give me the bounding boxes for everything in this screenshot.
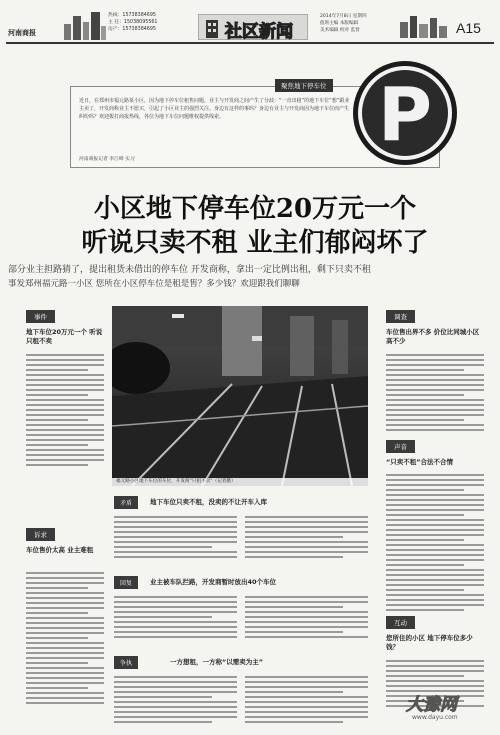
event-label: 事件 (26, 310, 55, 323)
date-block (320, 13, 400, 34)
voice-title: “只卖不租”合法不合情 (386, 458, 454, 466)
conflict-title: 地下车位只卖不租，没卖的不让开车入库 (150, 498, 267, 506)
dispute-label: 争执 (114, 656, 138, 669)
appeal-body (26, 570, 104, 707)
reply-header (114, 576, 368, 590)
headline-line-2: 听说只卖不租 业主们郁闷坏了 (81, 228, 429, 258)
left-column (26, 310, 106, 735)
masthead (0, 0, 500, 46)
conflict-label: 矛盾 (114, 496, 138, 509)
column-banner (198, 14, 308, 40)
parking-garage-photo (112, 306, 368, 486)
conflict-header (114, 496, 368, 510)
reply-title: 业主被车队拦路，开发商暂时放出40个车位 (150, 578, 277, 586)
event-body (26, 352, 104, 469)
intro-byline: 河南商报记者 李江峰 实习 (79, 157, 135, 162)
cityscape-icon (398, 12, 448, 38)
headline (30, 192, 480, 260)
reply-body (114, 594, 368, 641)
headline-line-1: 小区地下停车位20万元一个 (93, 194, 417, 224)
watermark (398, 690, 494, 730)
dispute-title: 一方想租，一方称“以需卖为主” (170, 658, 264, 666)
survey-title: 车位售出界不多 价位比同城小区高不少 (386, 328, 480, 345)
page-number: A15 (456, 20, 481, 36)
dispute-body (114, 674, 368, 726)
conflict-body (114, 514, 368, 561)
dispute-header (114, 656, 368, 670)
appeal-title: 车位售价太高 业主难租 (26, 546, 94, 554)
date-line-2: 值班主编 本版编辑 (320, 21, 359, 26)
survey-body (386, 352, 484, 434)
subhead: 部分业主担路猜了，提出租货未借出的停车位 开发商称，拿出一定比例出租，剩下只卖不租 (8, 265, 371, 275)
section-tag: 聚焦地下停车位 (275, 79, 333, 92)
city-skyline-icon (62, 10, 106, 40)
hotline-line-1: 热线：15738384695 (108, 13, 156, 18)
hotline-block (108, 12, 198, 33)
svg-text:P: P (377, 72, 433, 158)
voice-body (386, 472, 484, 614)
parking-sign (350, 58, 460, 168)
paper-name: 河南商报 (8, 29, 36, 37)
masthead-skyline (62, 10, 106, 40)
garage-photo (112, 306, 368, 486)
right-column (386, 310, 486, 735)
building-icon (203, 18, 221, 38)
date-line-3: 美术编辑 校对 监督 (320, 28, 360, 33)
masthead-rule (6, 42, 494, 44)
intro-text: 近日，在郑州市福元路某小区，因为地下停车位租售问题，业主与开发商之间产生了分歧：“一直出租”的地下车位“想”跟业主卖了，开发商称业主不愿买，引起了小区业主的强烈关注。身边有这样的事吗？身边有业主与开发商因为地下车位而产生纠纷吗？欢迎拨打商报热线，各位为地下车位问题维权提供线索。 (79, 98, 350, 120)
hotline-line-2: 主 任：15038095561 (108, 20, 158, 25)
interact-label: 互动 (386, 616, 415, 629)
photo-caption: 福元路小区地下车位的车位，开发商“只租不卖”（记者摄） (112, 478, 368, 486)
voice-label: 声音 (386, 440, 415, 453)
center-article (114, 496, 368, 735)
watermark-url: www.dayu.com (412, 714, 458, 721)
column-title: 社区新闻 (225, 22, 293, 42)
parking-p-icon (350, 58, 460, 168)
hotline-line-3: 房产：15738384695 (108, 27, 156, 32)
subhead-2: 事发郑州福元路一小区 您所在小区停车位是租是售？多少钱？欢迎跟我们聊聊 (8, 279, 300, 289)
watermark-logo: 大豫网 (406, 695, 457, 715)
date-line-1: 2014年7月8日 星期四 (320, 14, 367, 19)
appeal-label: 诉求 (26, 528, 55, 541)
interact-title: 您所住的小区 地下停车位多少钱？ (386, 634, 473, 651)
survey-label: 调查 (386, 310, 415, 323)
event-title: 地下车位20万元一个 听说只租不卖 (26, 328, 103, 345)
reply-label: 回复 (114, 576, 138, 589)
